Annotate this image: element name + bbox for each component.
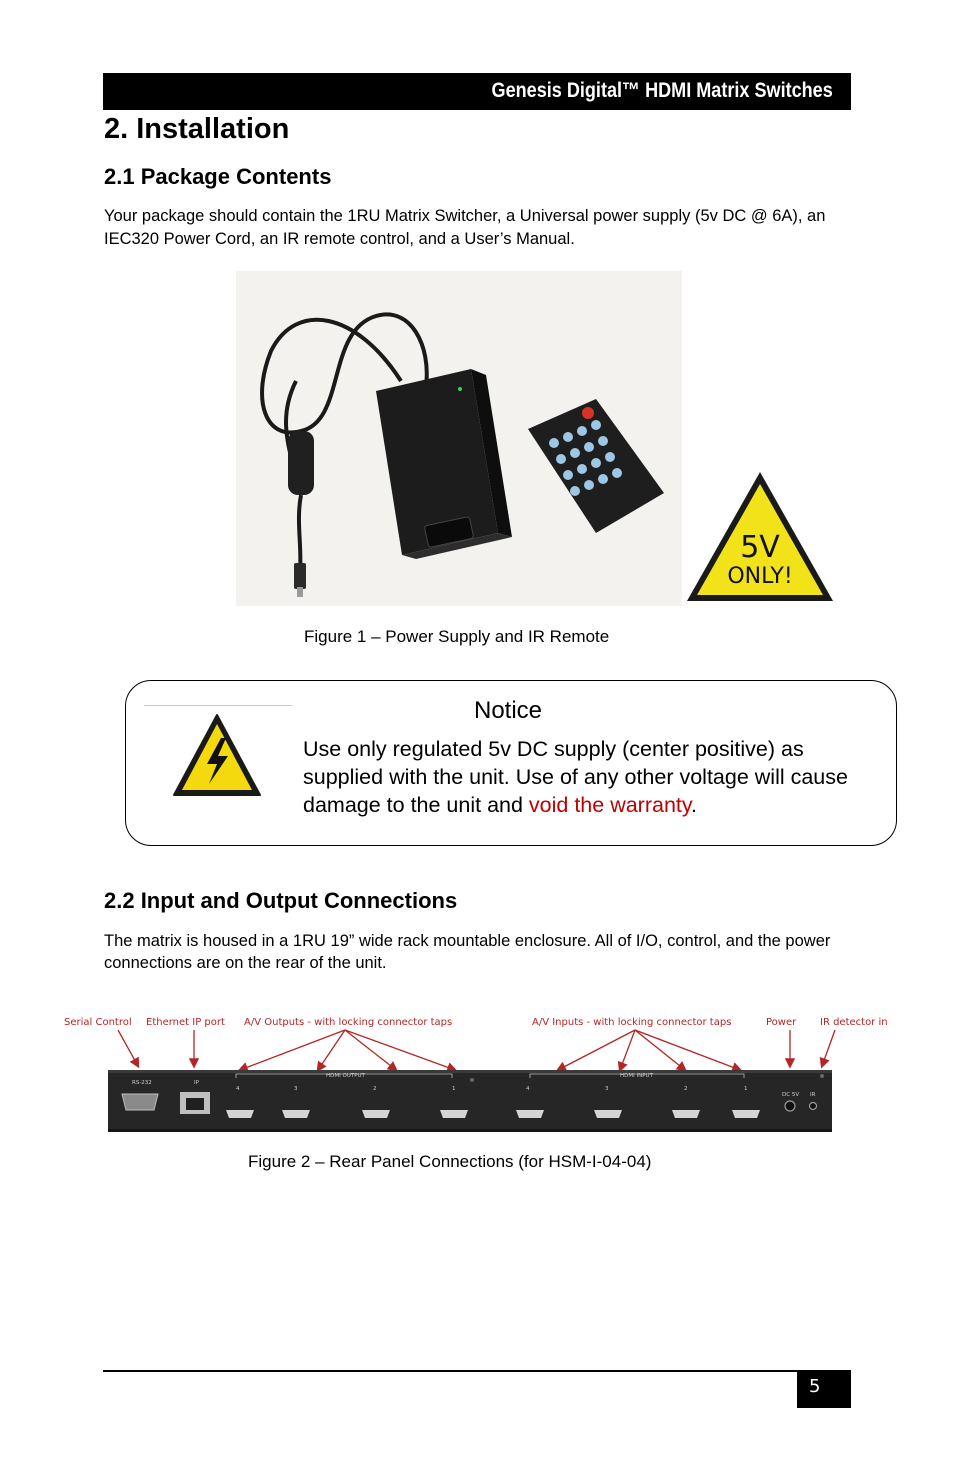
callout-serial-control: Serial Control [64, 1017, 132, 1028]
package-contents-heading: 2.1 Package Contents [104, 164, 332, 189]
callout-av-outputs: A/V Outputs - with locking connector taps [244, 1017, 453, 1028]
callout-ethernet-port: Ethernet IP port [146, 1017, 225, 1028]
callout-arrows [118, 1030, 835, 1070]
notice-text [303, 735, 883, 819]
5v-only-warning-icon [684, 469, 836, 605]
notice-text-end: . [691, 793, 698, 817]
callout-power: Power [766, 1017, 797, 1028]
connections-heading: 2.2 Input and Output Connections [104, 888, 458, 913]
label-ip: IP [194, 1080, 199, 1086]
power-supply-photo [236, 271, 682, 606]
ir-jack-icon [810, 1103, 817, 1110]
page-number: 5 [797, 1371, 851, 1408]
connections-text: The matrix is housed in a 1RU 19” wide rack mountable enclosure. All of I/O, control, and the power connections are on the rear of the unit. [104, 932, 831, 972]
label-rs232: RS-232 [132, 1080, 152, 1086]
label-output-2: 2 [373, 1086, 377, 1092]
label-input-4: 4 [526, 1086, 530, 1092]
label-hdmi-output: HDMI OUTPUT [326, 1073, 365, 1079]
callout-ir-detector: IR detector in [820, 1017, 888, 1028]
package-contents-text: Your package should contain the 1RU Matrix Switcher, a Universal power supply (5v DC @ 6A), an IEC320 Power Cord, an IR remote control, and a User’s Manual. [104, 207, 826, 248]
header-title: Genesis Digital™ HDMI Matrix Switches [491, 79, 833, 102]
dc-power-jack-icon [785, 1101, 795, 1111]
section-title: 2. Installation [104, 113, 290, 145]
label-dc5v: DC 5V [782, 1092, 800, 1098]
notice-divider [144, 705, 292, 706]
label-hdmi-input: HDMI INPUT [620, 1073, 653, 1079]
warning-sign-line1: 5V [740, 530, 780, 565]
figure-1-caption: Figure 1 – Power Supply and IR Remote [304, 627, 610, 646]
footer-divider [103, 1370, 851, 1372]
callout-av-inputs: A/V Inputs - with locking connector taps [532, 1017, 732, 1028]
notice-text-main: Use only regulated 5v DC supply (center positive) as supplied with the unit. Use of any other voltage will cause damage to the unit and [303, 737, 848, 817]
label-output-3: 3 [294, 1086, 298, 1092]
notice-title: Notice [474, 697, 543, 724]
figure-2-caption: Figure 2 – Rear Panel Connections (for HSM-I-04-04) [248, 1152, 652, 1171]
label-output-4: 4 [236, 1086, 240, 1092]
serial-port-icon [122, 1094, 158, 1110]
label-input-1: 1 [744, 1086, 748, 1092]
power-supply-illustration [236, 271, 682, 606]
header-bar [103, 73, 851, 110]
label-input-3: 3 [605, 1086, 609, 1092]
rear-panel-diagram [60, 1008, 900, 1138]
label-ir: IR [810, 1092, 816, 1098]
electric-shock-warning-icon [171, 712, 263, 798]
label-output-1: 1 [452, 1086, 456, 1092]
void-warranty-warning: void the warranty [528, 793, 692, 817]
label-input-2: 2 [684, 1086, 688, 1092]
warning-sign-line2: ONLY! [727, 564, 793, 589]
